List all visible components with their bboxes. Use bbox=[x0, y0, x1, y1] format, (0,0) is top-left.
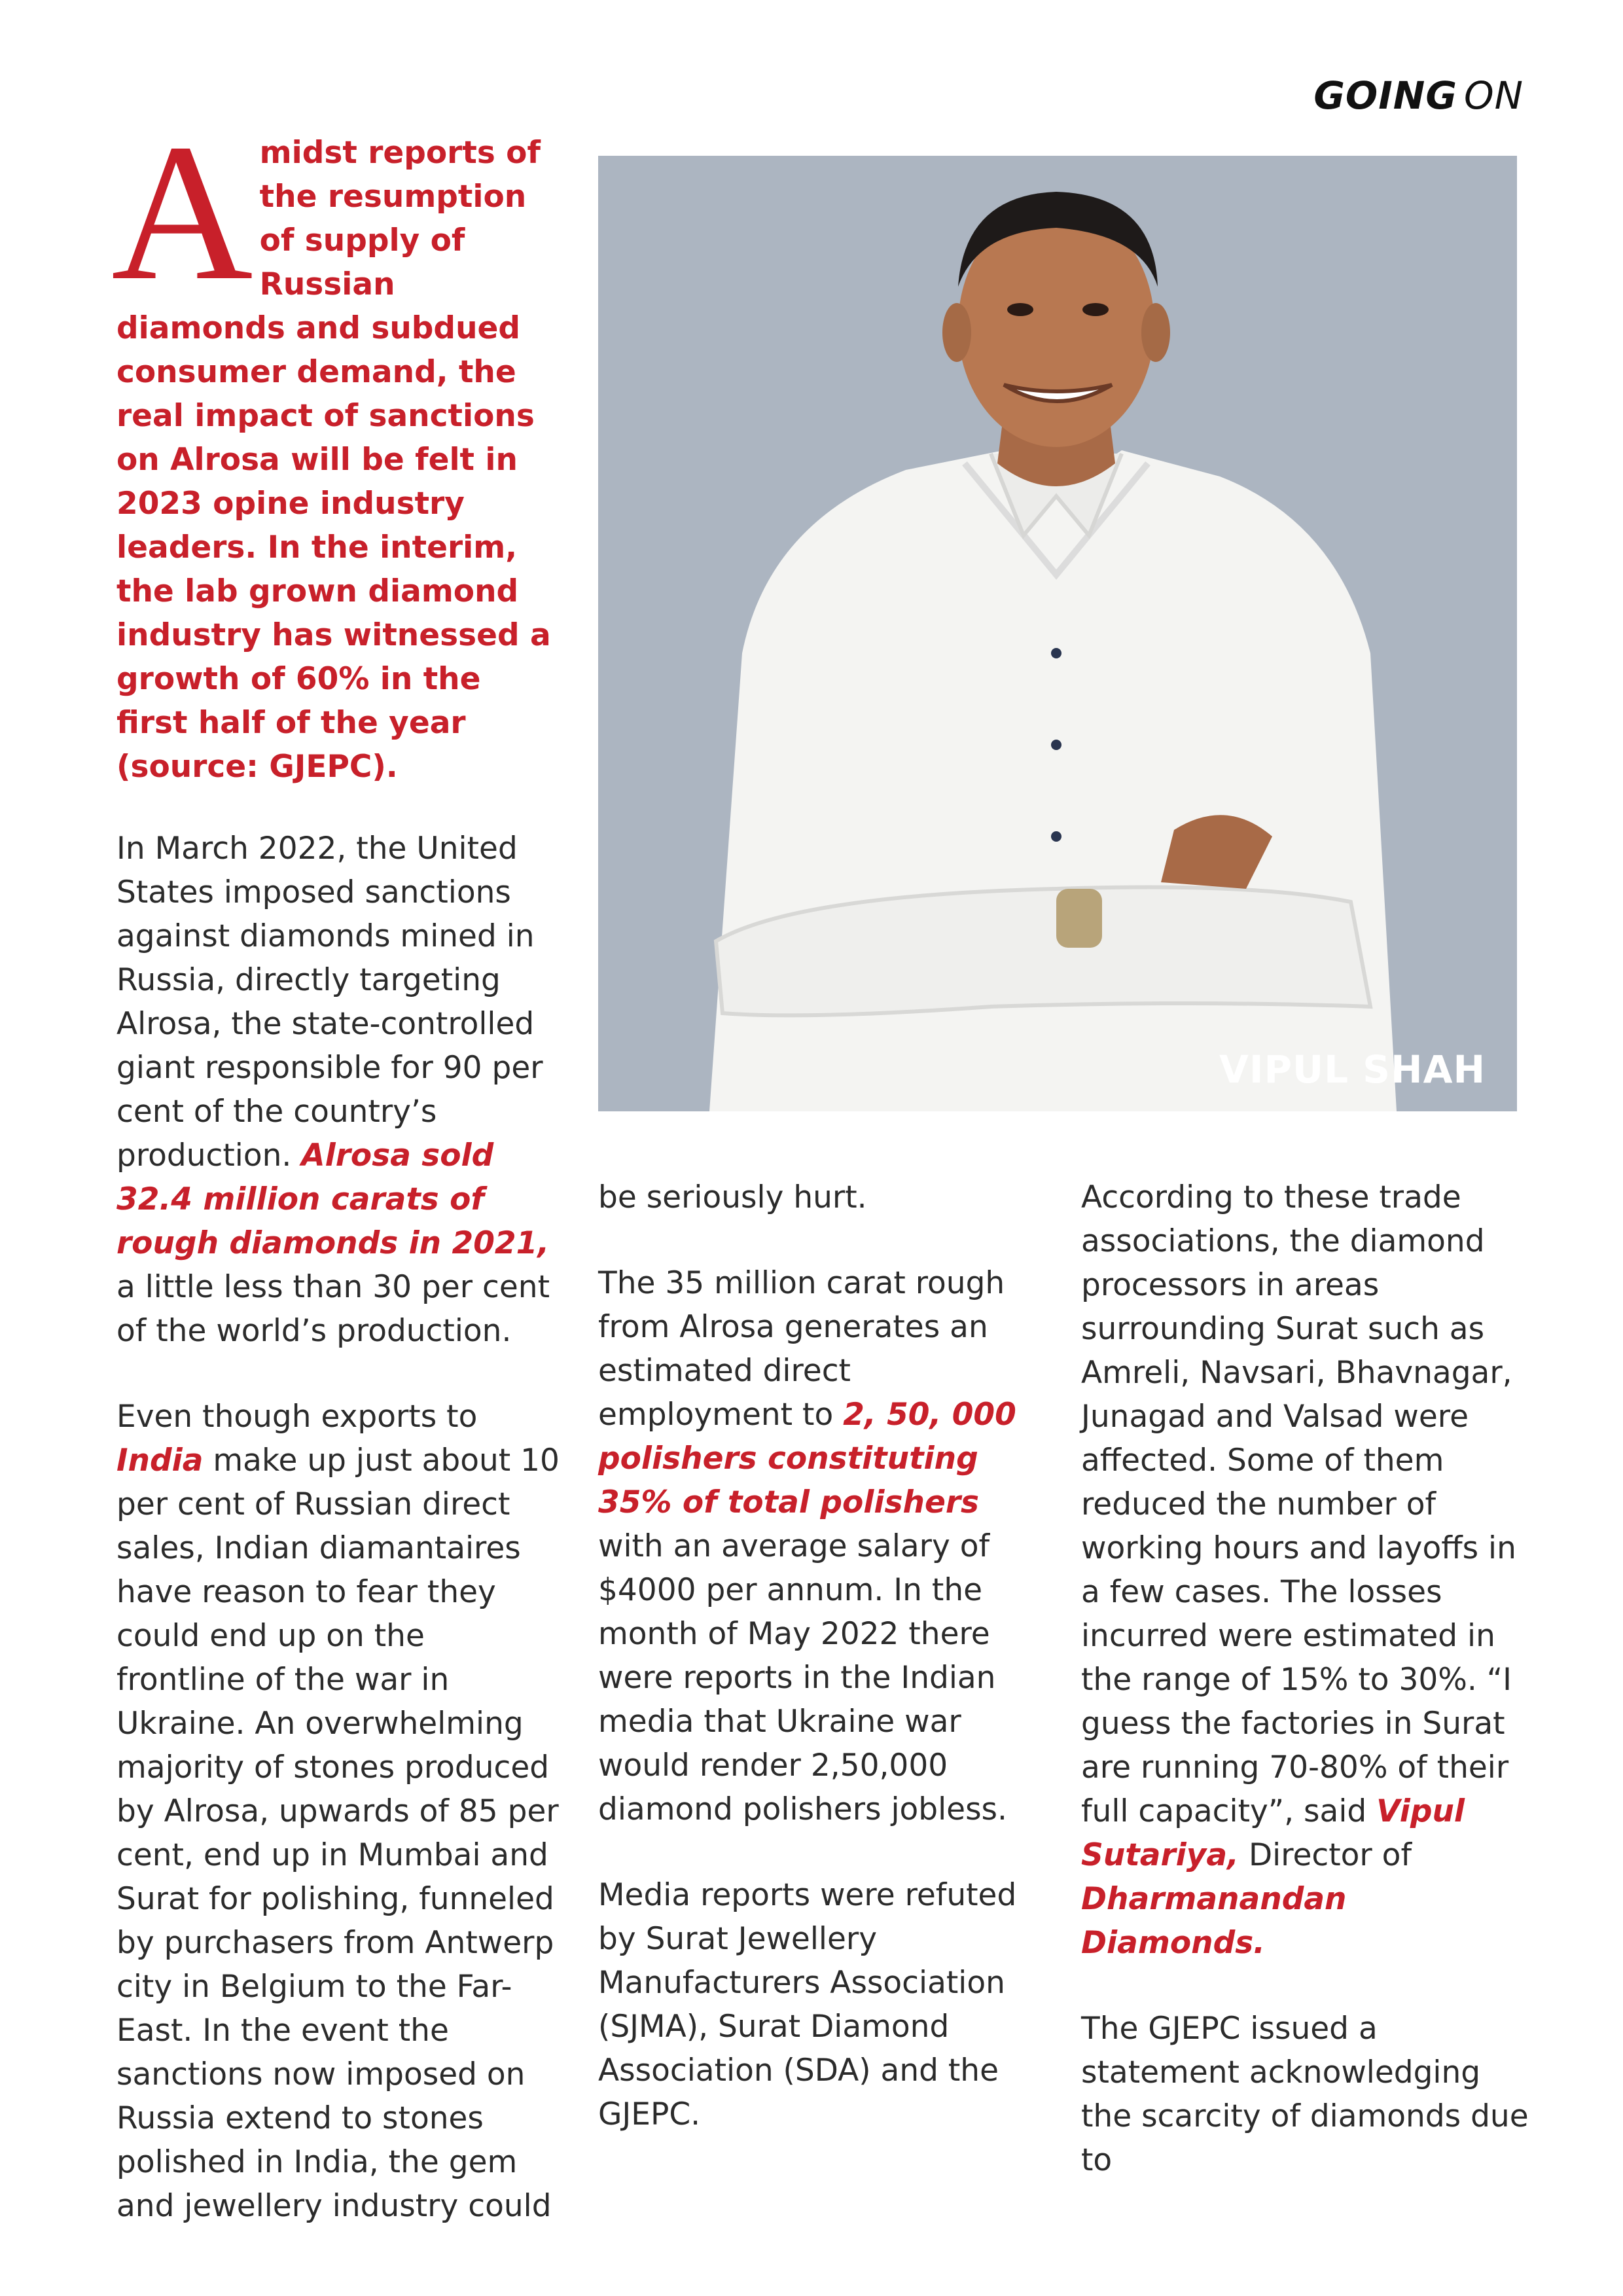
portrait-illustration bbox=[598, 156, 1517, 1111]
text-run: Media reports were refuted by Surat Jewellery Manufacturers Association (SJMA), Surat Diamond Association (SDA) and the GJEPC. bbox=[598, 1877, 1017, 2132]
drop-cap: A bbox=[111, 103, 253, 321]
column-right bbox=[1081, 1175, 1533, 2224]
section-header-bold: GOING bbox=[1313, 73, 1457, 118]
paragraph-india-exports bbox=[116, 1395, 562, 2228]
section-header-normal: ON bbox=[1463, 73, 1524, 118]
text-run: be seriously hurt. bbox=[598, 1179, 867, 1215]
text-run: with an average salary of $4000 per annum. In the month of May 2022 there were reports in the Indian media that Ukraine war would render 2,50,000 diamond polishers jobless. bbox=[598, 1528, 1007, 1827]
portrait-photo bbox=[598, 156, 1517, 1111]
text-run: In March 2022, the United States imposed sanctions against diamonds mined in Russia, directly targeting Alrosa, the state-controlled giant responsible for 90 per cent of the country’s production. bbox=[116, 831, 543, 1174]
text-run: According to these trade associations, the diamond processors in areas surrounding Surat such as Amreli, Navsari, Bhavnagar, Junagad and Valsad were affected. Some of them reduced the number of working hours and layoffs in a few cases. The losses incurred were estimated in the range of 15% to 30%. “I guess the factories in Surat are running 70-80% of their full capacity”, said bbox=[1081, 1179, 1516, 1829]
text-run: Even though exports to bbox=[116, 1399, 478, 1435]
highlight-polishers: 2, 50, 000 polishers constituting 35% of total polishers bbox=[598, 1397, 1016, 1520]
text-run: The 35 million carat rough from Alrosa generates an estimated direct employment to bbox=[598, 1265, 1005, 1433]
highlight-vipul-sutariya: Vipul Sutariya, bbox=[1081, 1793, 1465, 1873]
text-run: make up just about 10 per cent of Russian direct sales, Indian diamantaires have reason to fear they could end up on the frontline of the war in Ukraine. An overwhelming majority of stones produced by Alrosa, upwards of 85 per cent, end up in Mumbai and Surat for polishing, funneled by purchasers from Antwerp city in Belgium to the Far-East. In the event the sanctions now imposed on Russia extend to stones polished in India, the gem and jewellery industry could bbox=[116, 1443, 560, 2224]
section-header bbox=[1313, 73, 1524, 118]
paragraph-trade-associations bbox=[1081, 1175, 1533, 1965]
paragraph-sanctions bbox=[116, 827, 562, 1353]
paragraph-gjepc-statement bbox=[1081, 2007, 1533, 2182]
paragraph-seriously-hurt bbox=[598, 1175, 1050, 1219]
highlight-dharmanandan: Dharmanandan Diamonds. bbox=[1081, 1881, 1347, 1961]
intro-paragraph bbox=[111, 103, 562, 789]
highlight-alrosa-sold: Alrosa sold 32.4 million carats of rough diamonds in 2021, bbox=[116, 1138, 550, 1261]
text-run: a little less than 30 per cent of the world’s production. bbox=[116, 1269, 550, 1349]
photo-caption: VIPUL SHAH bbox=[1219, 1047, 1486, 1092]
paragraph-media-reports bbox=[598, 1873, 1050, 2136]
intro-text: midst reports of the resumption of supply of Russian diamonds and subdued consumer demand, the real impact of sanctions on Alrosa will be felt in 2023 opine industry leaders. In the interim, the lab grown diamond industry has witnessed a growth of 60% in the first half of the year (source: GJEPC). bbox=[116, 135, 551, 785]
column-left bbox=[111, 103, 562, 2270]
paragraph-employment bbox=[598, 1261, 1050, 1831]
highlight-india: India bbox=[116, 1443, 204, 1479]
column-middle bbox=[598, 1175, 1050, 2178]
text-run: Director of bbox=[1239, 1837, 1412, 1873]
text-run: The GJEPC issued a statement acknowledging the scarcity of diamonds due to bbox=[1081, 2011, 1529, 2178]
